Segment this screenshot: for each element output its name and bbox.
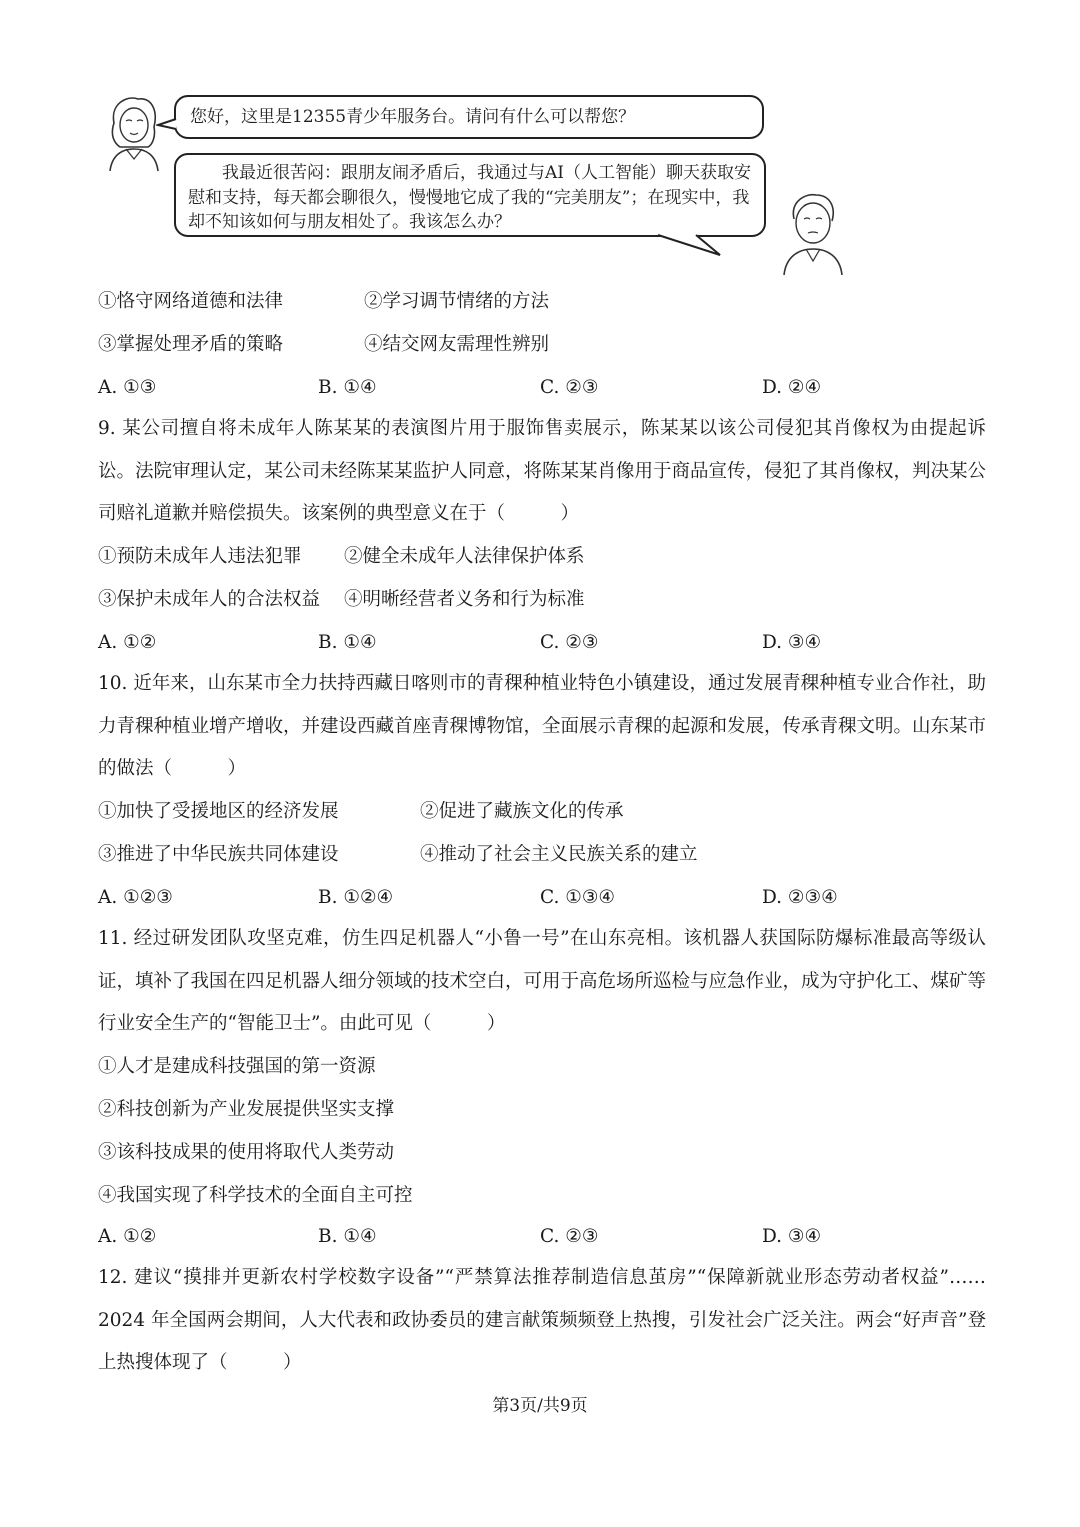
bubble-tail xyxy=(656,233,726,259)
q10-statement-3: ③推进了中华民族共同体建设 xyxy=(98,844,339,865)
q8-choice-a: A. ①③ xyxy=(98,377,157,398)
q9-choice-c: C. ②③ xyxy=(540,632,599,653)
q8-statement-1: ①恪守网络道德和法律 xyxy=(98,291,284,312)
q11-choice-b: B. ①④ xyxy=(318,1226,377,1247)
q10-choice-c: C. ①③④ xyxy=(540,887,616,908)
q9-choice-d: D. ③④ xyxy=(762,632,822,653)
q8-choice-b: B. ①④ xyxy=(318,377,377,398)
student-text: 我最近很苦闷：跟朋友闹矛盾后，我通过与AI（人工智能）聊天获取安慰和支持，每天都会聊很久，慢慢地它成了我的“完美朋友”；在现实中，我却不知该如何与朋友相处了。我该怎么办？ xyxy=(188,163,751,232)
q10-stem: 10. 近年来，山东某市全力扶持西藏日喀则市的青稞种植业特色小镇建设，通过发展青稞种植专业合作社，助力青稞种植业增产增收，并建设西藏首座青稞博物馆，全面展示青稞的起源和发展，传承青稞文明。山东某市的做法（ ） xyxy=(98,673,987,779)
q11-choice-d: D. ③④ xyxy=(762,1226,822,1247)
q9-statement-1: ①预防未成年人违法犯罪 xyxy=(98,546,302,567)
q11-statement-4: ④我国实现了科学技术的全面自主可控 xyxy=(98,1185,413,1206)
q10-choice-a: A. ①②③ xyxy=(98,887,173,908)
q8-choice-c: C. ②③ xyxy=(540,377,599,398)
q11-statement-3: ③该科技成果的使用将取代人类劳动 xyxy=(98,1142,395,1163)
student-illustration xyxy=(776,189,850,275)
q8-statement-3: ③掌握处理矛盾的策略 xyxy=(98,334,284,355)
q9-choice-a: A. ①② xyxy=(98,632,157,653)
operator-text: 您好，这里是12355青少年服务台。请问有什么可以帮您？ xyxy=(190,107,636,127)
comic-dialogue xyxy=(96,85,856,275)
q10-choice-d: D. ②③④ xyxy=(762,887,838,908)
q11-choice-c: C. ②③ xyxy=(540,1226,599,1247)
q10-statement-2: ②促进了藏族文化的传承 xyxy=(420,801,624,822)
q12-stem: 12. 建议“摸排并更新农村学校数字设备”“严禁算法推荐制造信息茧房”“保障新就业形态劳动者权益”……2024 年全国两会期间，人大代表和政协委员的建言献策频频登上热搜，引发社会广泛关注。两会“好声音”登上热搜体现了（ ） xyxy=(98,1267,986,1373)
q11-statement-2: ②科技创新为产业发展提供坚实支撑 xyxy=(98,1099,395,1120)
q11-choice-a: A. ①② xyxy=(98,1226,157,1247)
female-operator-illustration xyxy=(100,93,166,173)
q8-statement-2: ②学习调节情绪的方法 xyxy=(364,291,550,312)
q11-stem: 11. 经过研发团队攻坚克难，仿生四足机器人“小鲁一号”在山东亮相。该机器人获国际防爆标准最高等级认证，填补了我国在四足机器人细分领域的技术空白，可用于高危场所巡检与应急作业，成为守护化工、煤矿等行业安全生产的“智能卫士”。由此可见（ ） xyxy=(98,928,987,1034)
bubble-tail xyxy=(156,117,178,131)
q10-statement-4: ④推动了社会主义民族关系的建立 xyxy=(420,844,698,865)
q9-statement-4: ④明晰经营者义务和行为标准 xyxy=(344,589,585,610)
speech-bubble-operator xyxy=(174,95,764,139)
q9-statement-2: ②健全未成年人法律保护体系 xyxy=(344,546,585,567)
q9-choice-b: B. ①④ xyxy=(318,632,377,653)
q8-statement-4: ④结交网友需理性辨别 xyxy=(364,334,550,355)
q9-stem: 9. 某公司擅自将未成年人陈某某的表演图片用于服饰售卖展示，陈某某以该公司侵犯其肖像权为由提起诉讼。法院审理认定，某公司未经陈某某监护人同意，将陈某某肖像用于商品宣传，侵犯了其肖像权，判决某公司赔礼道歉并赔偿损失。该案例的典型意义在于（ ） xyxy=(98,418,987,524)
speech-bubble-student xyxy=(174,153,766,237)
page-number: 第3页/共9页 xyxy=(492,1396,588,1416)
q10-choice-b: B. ①②④ xyxy=(318,887,394,908)
q10-statement-1: ①加快了受援地区的经济发展 xyxy=(98,801,339,822)
q9-statement-3: ③保护未成年人的合法权益 xyxy=(98,589,321,610)
q11-statement-1: ①人才是建成科技强国的第一资源 xyxy=(98,1056,376,1077)
q8-choice-d: D. ②④ xyxy=(762,377,822,398)
